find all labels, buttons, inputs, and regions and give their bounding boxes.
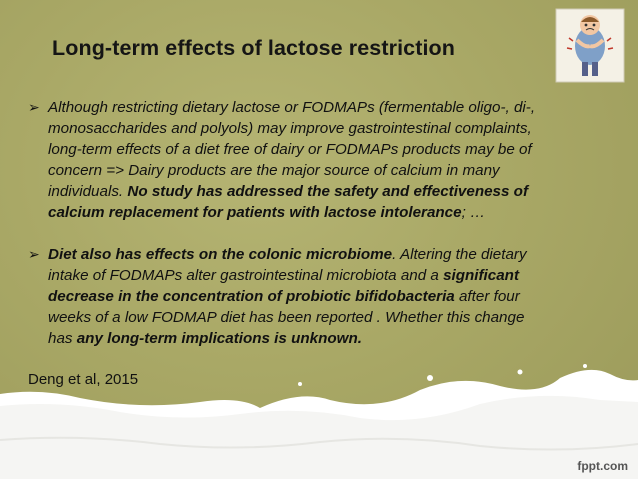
bold-text: decrease in the concentration of probiotic bifidobacteria [48,288,455,305]
bullet-line [48,328,618,349]
text-span: intake of FODMAPs alter gastrointestinal microbiota and a [48,267,444,284]
text-span: . Altering the dietary [392,246,527,263]
text-span: concern => Dairy products are the major source of calcium in many [48,162,500,179]
bullet-gap [28,223,618,244]
arrow-bullet-icon: ➢ [28,246,40,262]
text-span: weeks of a low FODMAP diet has been reported . Whether this change [48,309,525,326]
text-span: ; … [461,204,486,221]
text-span: after four [454,288,520,305]
bold-text: calcium replacement for patients with lactose intolerance [48,204,462,221]
bullet-line [48,139,618,160]
text-span: has [48,330,77,347]
bullet-line [48,160,618,181]
bullet-line [48,244,618,265]
bullet-line [48,181,618,202]
text-span: individuals. [48,183,128,200]
text-span: long-term effects of a diet free of dairy or FODMAPs products may be of [48,141,532,158]
text-span: Although restricting dietary lactose or FODMAPs (fermentable oligo-, di-, [48,99,536,116]
bullet-line [48,97,618,118]
bullet-list [28,97,618,349]
arrow-bullet-icon: ➢ [28,99,40,115]
text-span: monosaccharides and polyols) may improve gastrointestinal complaints, [48,120,532,137]
bullet-item [28,244,618,349]
bullet-line [48,286,618,307]
bullet-line [48,118,618,139]
bold-text: any long-term implications is unknown. [76,330,362,347]
bullet-item [28,97,618,223]
brand-watermark: fppt.com [577,459,628,473]
bold-text: No study has addressed the safety and effectiveness of [127,183,528,200]
bold-text: Diet also has effects on the colonic microbiome [48,246,393,263]
slide-title: Long-term effects of lactose restriction [52,36,456,60]
bold-text: significant [443,267,520,284]
sick-person-cartoon-icon [555,8,625,83]
bullet-line [48,265,618,286]
citation: Deng et al, 2015 [28,371,139,388]
bullet-line [48,202,618,223]
bullet-line [48,307,618,328]
